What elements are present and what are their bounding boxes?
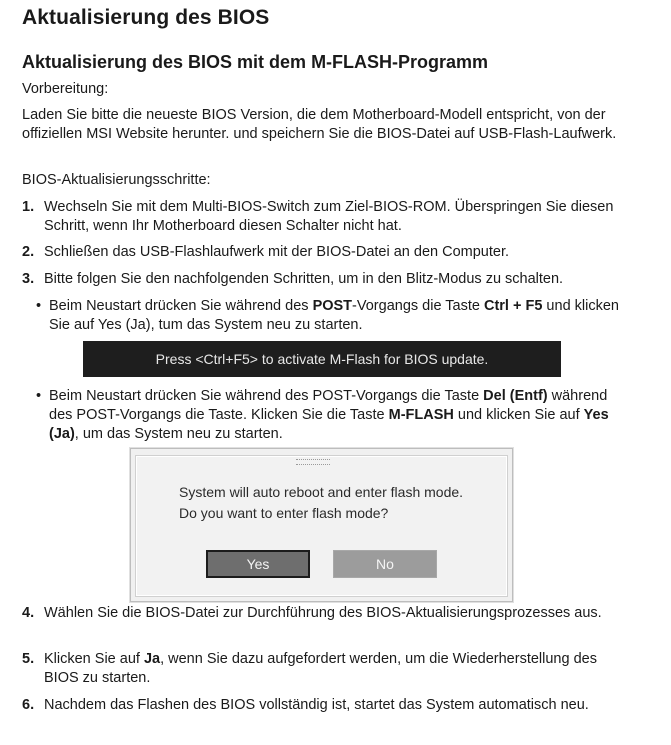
step-text: Wählen Sie die BIOS-Datei zur Durchführung des BIOS-Aktualisierungsprozesses aus. (44, 605, 602, 621)
step-5 (22, 650, 642, 688)
yes-button[interactable]: Yes (206, 550, 310, 578)
drag-handle-icon[interactable] (296, 459, 330, 465)
step-number: 6. (22, 697, 35, 713)
bullet-dot-icon: • (36, 388, 42, 404)
step-number: 5. (22, 651, 35, 667)
flash-mode-dialog (130, 448, 513, 602)
preparation-text: Laden Sie bitte die neueste BIOS Version, die dem Motherboard-Modell entspricht, von der offiziellen MSI Website herunter. und speichern Sie die BIOS-Datei auf USB-Flash-Laufwerk. (22, 107, 617, 142)
steps-label: BIOS-Aktualisierungsschritte: (22, 172, 211, 188)
dialog-body (135, 455, 508, 597)
no-button[interactable]: No (333, 550, 437, 578)
step-text: Schließen das USB-Flashlaufwerk mit der BIOS-Datei an den Computer. (44, 244, 510, 260)
step-text: Nachdem das Flashen des BIOS vollständig ist, startet das System automatisch neu. (44, 697, 589, 713)
preparation-label: Vorbereitung: (22, 81, 109, 97)
bullet-dot-icon: • (36, 298, 42, 314)
page-title: Aktualisierung des BIOS (22, 6, 270, 29)
step-number: 1. (22, 199, 35, 215)
step-number: 4. (22, 605, 35, 621)
step-4 (22, 604, 642, 623)
bullet-del-entf (36, 387, 616, 444)
mflash-prompt-bar: Press <Ctrl+F5> to activate M-Flash for BIOS update. (83, 341, 561, 377)
bullet-text: Beim Neustart drücken Sie während des POST-Vorgangs die Taste Ctrl + F5 und klicken Sie auf Yes (Ja), tum das System neu zu starten. (49, 298, 619, 333)
step-2 (22, 243, 642, 262)
step-text: Bitte folgen Sie den nachfolgenden Schritten, um in den Blitz-Modus zu schalten. (44, 271, 564, 287)
step-text: Klicken Sie auf Ja, wenn Sie dazu aufgefordert werden, um die Wiederherstellung des BIOS zu starten. (44, 651, 597, 686)
step-6 (22, 696, 642, 715)
bullet-ctrl-f5 (36, 297, 626, 335)
step-1 (22, 198, 642, 236)
step-number: 3. (22, 271, 35, 287)
step-text: Wechseln Sie mit dem Multi-BIOS-Switch zum Ziel-BIOS-ROM. Überspringen Sie diesen Schritt, wenn Ihr Motherboard diesen Schalter nicht hat. (44, 199, 614, 234)
dialog-message-line: System will auto reboot and enter flash mode. (179, 484, 464, 500)
step-number: 2. (22, 244, 35, 260)
dialog-message (179, 482, 463, 524)
section-heading: Aktualisierung des BIOS mit dem M-FLASH-Programm (22, 52, 489, 72)
step-3 (22, 270, 642, 289)
bullet-text: Beim Neustart drücken Sie während des POST-Vorgangs die Taste Del (Entf) während des POST-Vorgangs die Taste. Klicken Sie die Taste M-FLASH und klicken Sie auf Yes (Ja), um das System neu zu starten. (49, 388, 609, 442)
dialog-message-line: Do you want to enter flash mode? (179, 505, 389, 521)
